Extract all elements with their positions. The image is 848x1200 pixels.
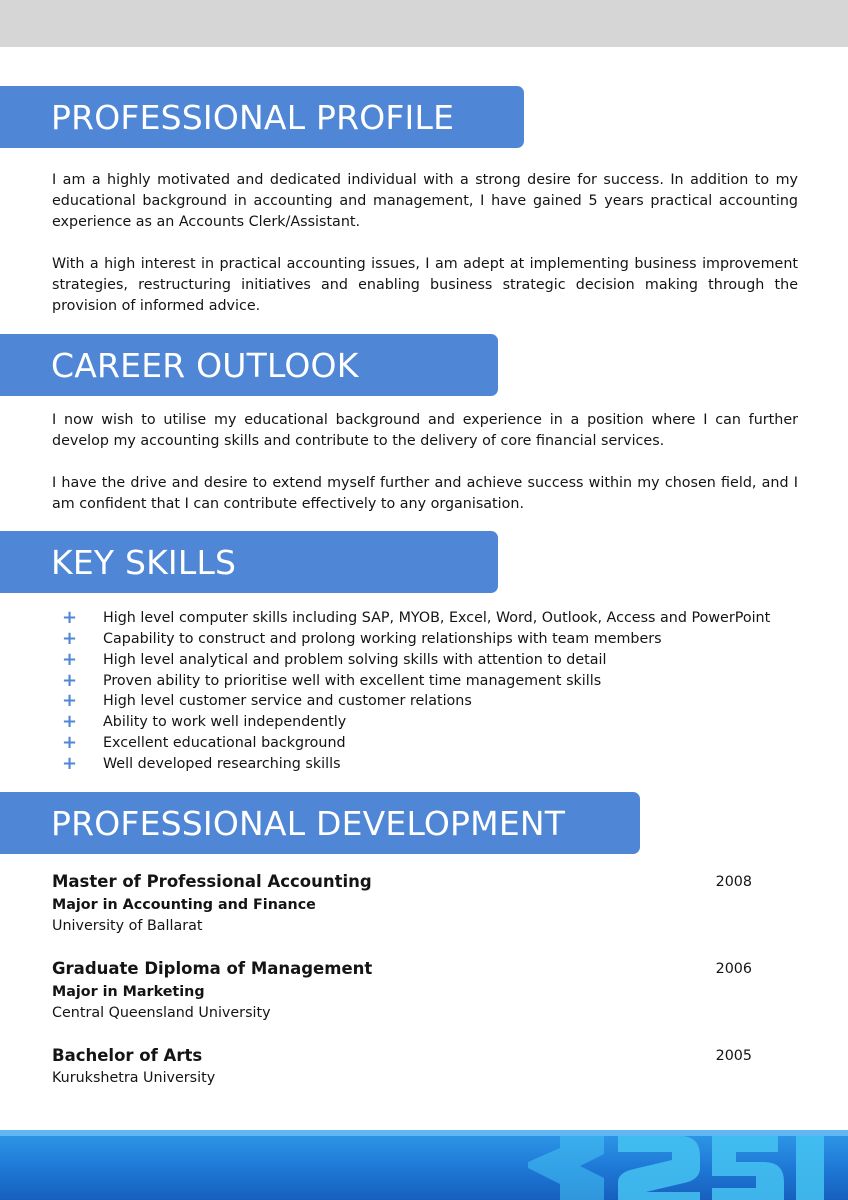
education-degree: Graduate Diploma of Management bbox=[52, 959, 373, 978]
skill-item bbox=[62, 629, 770, 650]
education-school: Kurukshetra University bbox=[52, 1070, 216, 1086]
section-banner-professional-development bbox=[0, 792, 640, 854]
skill-text: High level analytical and problem solving skills with attention to detail bbox=[103, 651, 607, 668]
skill-text: High level computer skills including SAP, MYOB, Excel, Word, Outlook, Access and PowerPoint bbox=[103, 610, 771, 626]
skill-text: Ability to work well independently bbox=[103, 714, 347, 731]
skill-text: Well developed researching skills bbox=[103, 755, 341, 772]
education-entry bbox=[52, 870, 752, 937]
education-year: 2006 bbox=[715, 961, 752, 977]
skill-item bbox=[62, 691, 770, 712]
plus-icon: + bbox=[62, 607, 78, 628]
section-title: KEY SKILLS bbox=[51, 542, 237, 582]
education-major: Major in Accounting and Finance bbox=[52, 897, 316, 913]
skill-item bbox=[62, 712, 770, 733]
plus-icon: + bbox=[62, 732, 78, 754]
profile-paragraph: I am a highly motivated and dedicated individual with a strong desire for success. In addition to my educational background in accounting and management, I have gained 5 years practical accounting experience as an Accounts Clerk/Assistant. bbox=[52, 172, 798, 230]
skill-text: Excellent educational background bbox=[103, 735, 346, 752]
skill-text: Proven ability to prioritise well with excellent time management skills bbox=[103, 672, 602, 689]
education-degree: Master of Professional Accounting bbox=[52, 872, 372, 891]
education-entry bbox=[52, 957, 752, 1024]
top-strip bbox=[0, 0, 848, 47]
footer-band bbox=[0, 1130, 848, 1200]
career-paragraph: I now wish to utilise my educational background and experience in a position where I can further develop my accounting skills and contribute to the delivery of core financial services. bbox=[52, 412, 798, 449]
skills-list bbox=[62, 608, 770, 775]
plus-icon: + bbox=[62, 669, 78, 691]
section-title: CAREER OUTLOOK bbox=[51, 345, 359, 385]
plus-icon: + bbox=[62, 690, 78, 712]
education-school: University of Ballarat bbox=[52, 918, 203, 934]
education-year: 2005 bbox=[715, 1048, 752, 1064]
plus-icon: + bbox=[62, 711, 78, 733]
decorative-numerals-graphic bbox=[0, 1130, 848, 1200]
section-title: PROFESSIONAL PROFILE bbox=[51, 97, 455, 137]
education-school: Central Queensland University bbox=[52, 1005, 271, 1021]
skill-item bbox=[62, 671, 770, 692]
skill-text: High level customer service and customer relations bbox=[103, 693, 472, 710]
career-paragraph: I have the drive and desire to extend myself further and achieve success within my chosen field, and I am confident that I can contribute effectively to any organisation. bbox=[52, 475, 798, 512]
skill-item bbox=[62, 608, 770, 629]
skill-item bbox=[62, 733, 770, 754]
profile-paragraph: With a high interest in practical accounting issues, I am adept at implementing business improvement strategies, restructuring initiatives and enabling business strategic decision making through the provision of informed advice. bbox=[52, 256, 798, 314]
section-banner-career-outlook bbox=[0, 334, 498, 396]
plus-icon: + bbox=[62, 648, 78, 670]
plus-icon: + bbox=[62, 752, 78, 774]
skill-text: Capability to construct and prolong working relationships with team members bbox=[103, 630, 662, 647]
skill-item bbox=[62, 754, 770, 775]
education-entry bbox=[52, 1044, 752, 1089]
skill-item bbox=[62, 650, 770, 671]
education-year: 2008 bbox=[715, 874, 752, 890]
education-degree: Bachelor of Arts bbox=[52, 1046, 203, 1065]
section-banner-professional-profile bbox=[0, 86, 524, 148]
education-major: Major in Marketing bbox=[52, 984, 205, 1000]
section-title: PROFESSIONAL DEVELOPMENT bbox=[51, 803, 566, 843]
section-banner-key-skills bbox=[0, 531, 498, 593]
plus-icon: + bbox=[62, 627, 78, 649]
